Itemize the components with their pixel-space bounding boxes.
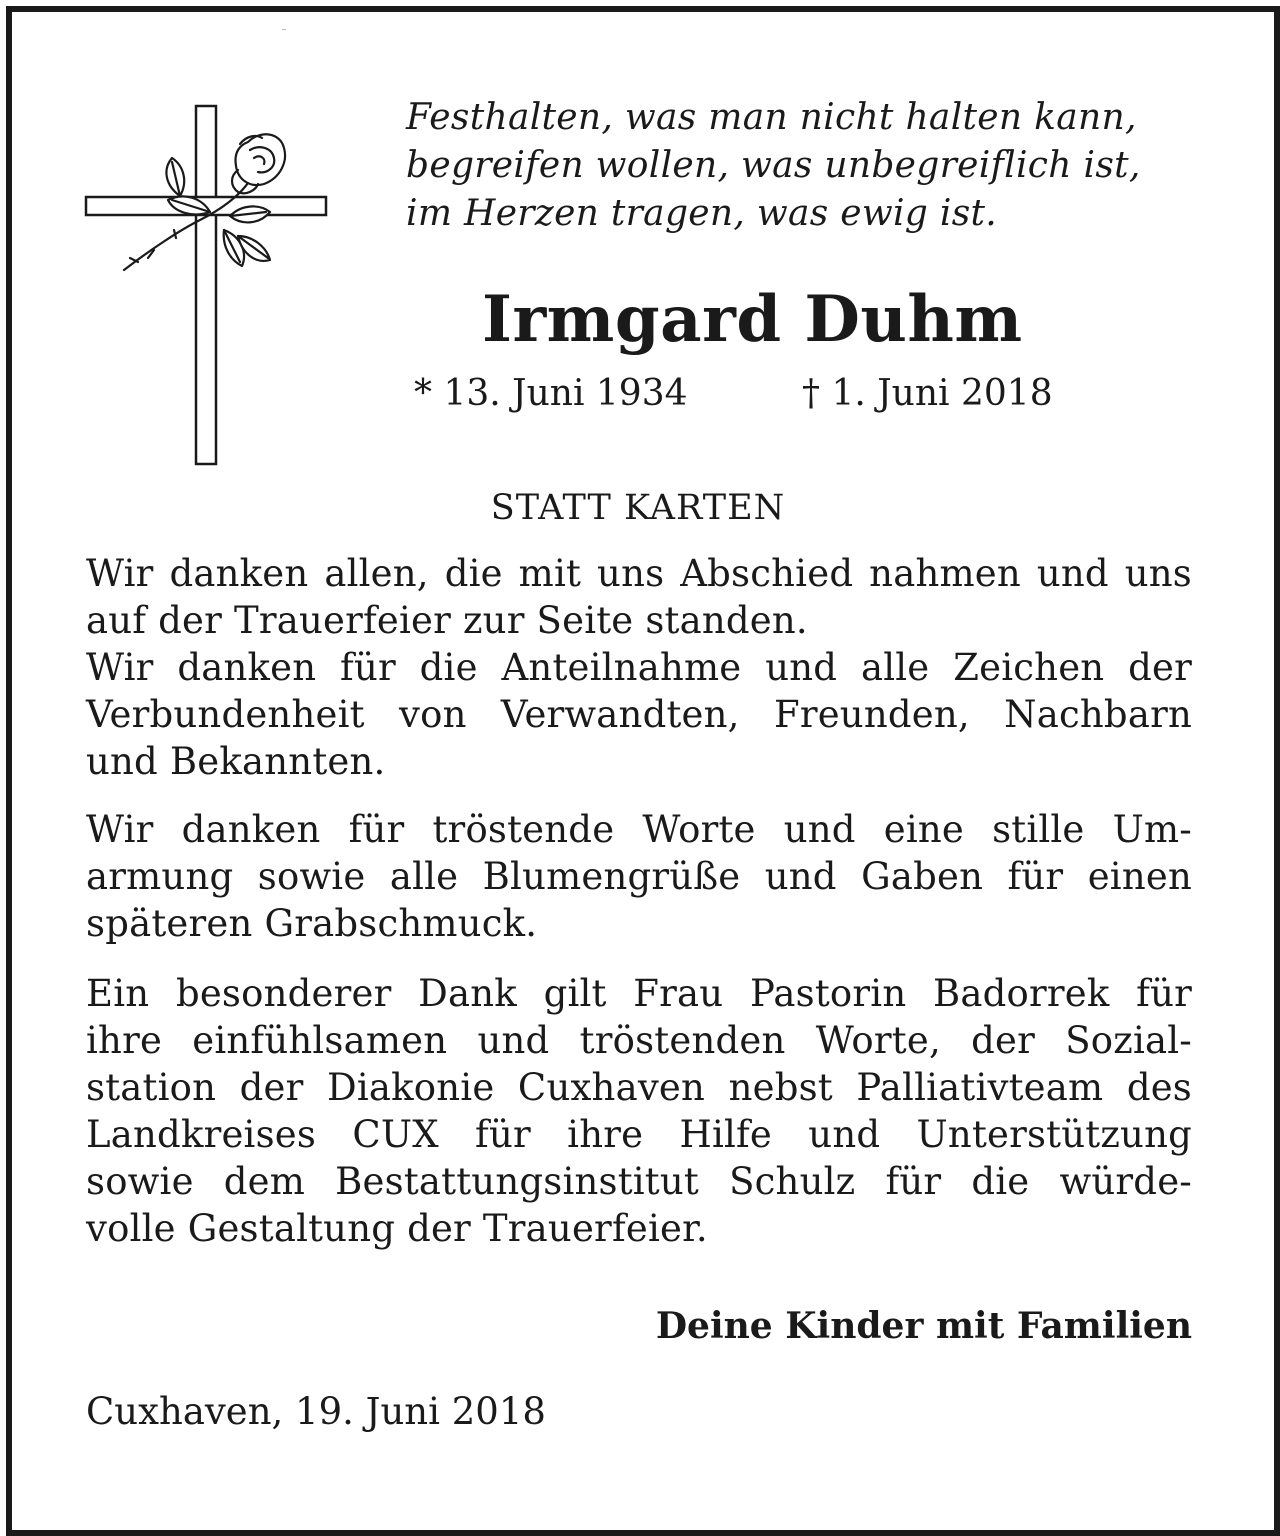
paragraph-line: ihre einfühlsamen und tröstenden Worte, der Sozial- — [86, 1019, 1192, 1062]
paragraph-line: station der Diakonie Cuxhaven nebst Palliativteam des — [86, 1066, 1192, 1109]
paragraph-line: Verbundenheit von Verwandten, Freunden, Nachbarn — [86, 693, 1192, 736]
paragraph-line: sowie dem Bestattungsinstitut Schulz für die würde- — [86, 1160, 1192, 1203]
paragraph-line: auf der Trauerfeier zur Seite standen. — [86, 599, 808, 642]
memorial-poem — [406, 94, 1226, 238]
family-signature: Deine Kinder mit Familien — [655, 1305, 1192, 1347]
poem-line: im Herzen tragen, was ewig ist. — [406, 193, 997, 234]
special-thanks-paragraph — [86, 970, 1192, 1252]
paragraph-line: Ein besonderer Dank gilt Frau Pastorin Badorrek für — [86, 972, 1192, 1015]
deceased-name: Irmgard Duhm — [482, 282, 1023, 357]
paragraph-line: armung sowie alle Blumengrüße und Gaben für einen — [86, 855, 1192, 898]
thanks-paragraph — [86, 806, 1192, 947]
paragraph-line: volle Gestaltung der Trauerfeier. — [86, 1207, 708, 1250]
paragraph-line: späteren Grabschmuck. — [86, 902, 538, 945]
birth-date: * 13. Juni 1934 — [414, 373, 688, 414]
place-and-date: Cuxhaven, 19. Juni 2018 — [86, 1390, 546, 1433]
paragraph-line: Wir danken für tröstende Worte und eine stille Um- — [86, 808, 1192, 851]
notice-heading: STATT KARTEN — [490, 488, 786, 528]
scan-speck — [282, 29, 286, 30]
paragraph-line: Landkreises CUX für ihre Hilfe und Unterstützung — [86, 1113, 1192, 1156]
poem-line: Festhalten, was man nicht halten kann, — [406, 97, 1137, 138]
thanks-paragraph — [86, 550, 1192, 785]
cross-with-rose-icon — [80, 100, 332, 470]
paragraph-line: Wir danken allen, die mit uns Abschied nahmen und uns — [86, 552, 1192, 595]
death-date: † 1. Juni 2018 — [802, 373, 1053, 414]
paragraph-line: und Bekannten. — [86, 740, 386, 783]
paragraph-line: Wir danken für die Anteilnahme und alle Zeichen der — [86, 646, 1192, 689]
poem-line: begreifen wollen, was unbegreiflich ist, — [406, 145, 1141, 186]
